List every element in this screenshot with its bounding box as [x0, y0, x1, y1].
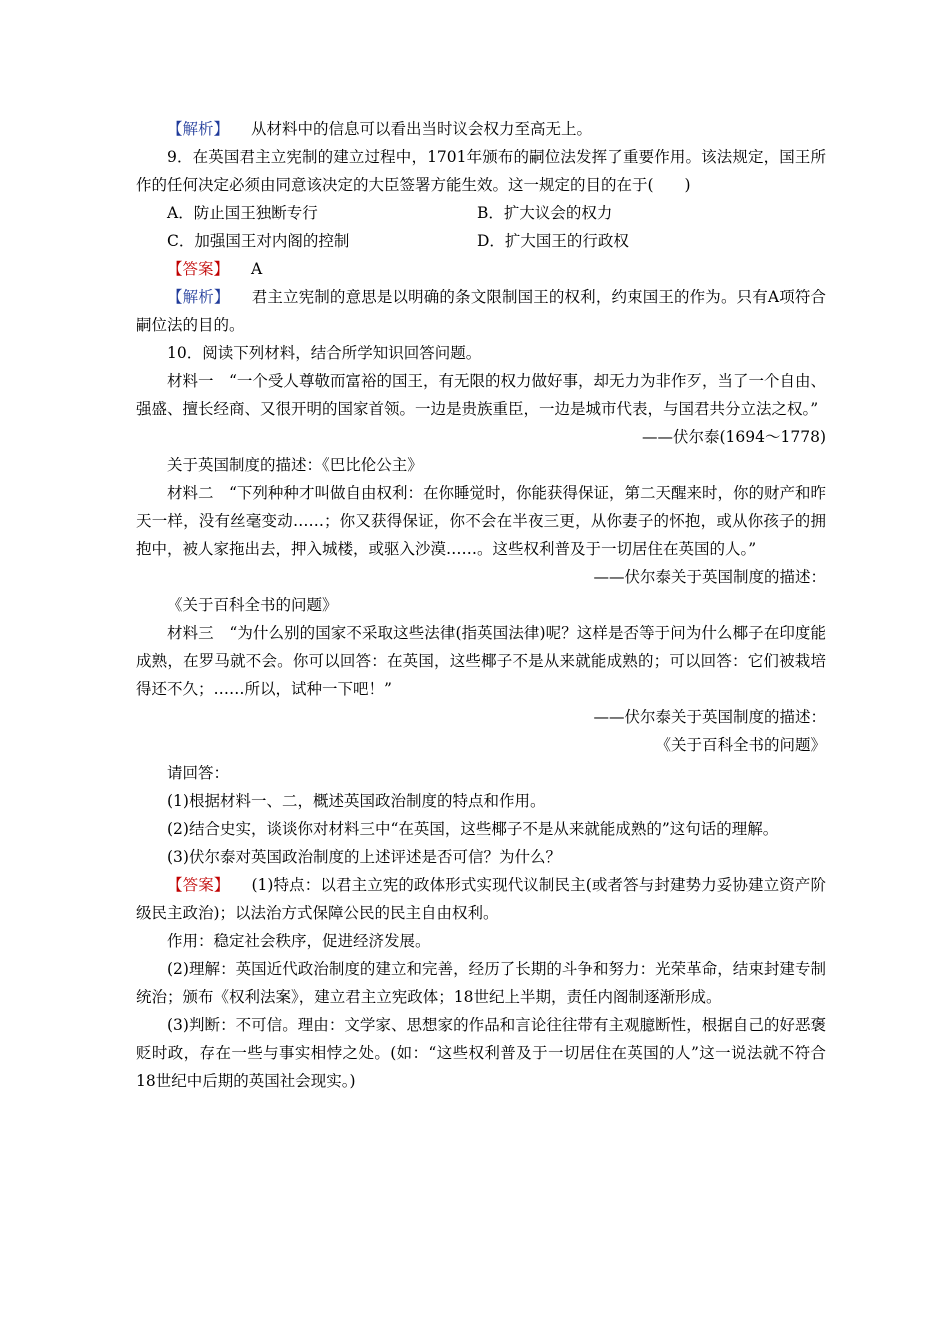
material-2: 材料二 “下列种种才叫做自由权利：在你睡觉时，你能获得保证，第二天醒来时，你的财产和昨天一样，没有丝毫变动……；你又获得保证，你不会在半夜三更，从你妻子的怀抱，或从你孩子的拥抱中，被人家拖出去，押入城楼，或驱入沙漠……。这些权利普及于一切居住在英国的人。”: [136, 484, 826, 558]
material-2-source-title: 《关于百科全书的问题》: [167, 596, 338, 614]
q10-answer-3: (3)判断：不可信。理由：文学家、思想家的作品和言论往往带有主观臆断性，根据自己的好恶褒贬时政，存在一些与事实相悖之处。(如：“这些权利普及于一切居住在英国的人”这一说法就不符合18世纪中后期的英国社会现实。): [136, 1016, 826, 1090]
question-1: (1)根据材料一、二，概述英国政治制度的特点和作用。: [167, 792, 546, 810]
question-2: (2)结合史实，谈谈你对材料三中“在英国，这些椰子不是从来就能成熟的”这句话的理解。: [167, 820, 779, 838]
question-3: (3)伏尔泰对英国政治制度的上述评述是否可信？为什么？: [167, 848, 561, 866]
material-3: 材料三 “为什么别的国家不采取这些法律(指英国法律)呢？这样是否等于问为什么椰子在印度能成熟，在罗马就不会。你可以回答：在英国，这些椰子不是从来就能成熟的；可以回答：它们被栽培得还不久；……所以，试种一下吧！”: [136, 624, 826, 698]
q9-analysis: 【解析】 君主立宪制的意思是以明确的条文限制国王的权利，约束国王的作为。只有A项符合嗣位法的目的。: [136, 288, 826, 334]
q9-option-a: A．防止国王独断专行: [167, 204, 318, 222]
analysis-label: 【解析】: [167, 120, 230, 138]
answer-label: 【答案】: [167, 260, 230, 278]
analysis-label: 【解析】: [167, 288, 230, 306]
q9-answer: 【答案】 A: [167, 260, 263, 278]
q10-stem: 10．阅读下列材料，结合所学知识回答问题。: [167, 344, 482, 362]
answer-label: 【答案】: [167, 876, 230, 894]
q9-stem: 9．在英国君主立宪制的建立过程中，1701年颁布的嗣位法发挥了重要作用。该法规定，国王所作的任何决定必须由同意该决定的大臣签署方能生效。这一规定的目的在于( ): [136, 148, 826, 194]
q9-option-c: C．加强国王对内阁的控制: [167, 232, 350, 250]
q10-answer-1: 【答案】 (1)特点：以君主立宪的政体形式实现代议制民主(或者答与封建势力妥协建立资产阶级民主政治)；以法治方式保障公民的民主自由权利。: [136, 876, 826, 922]
material-1-source-title: 关于英国制度的描述：《巴比伦公主》: [167, 456, 423, 474]
q8-analysis: 【解析】 从材料中的信息可以看出当时议会权力至高无上。: [167, 120, 593, 138]
q10-answer-2: (2)理解：英国近代政治制度的建立和完善，经历了长期的斗争和努力：光荣革命，结束封建专制统治；颁布《权利法案》，建立君主立宪政体；18世纪上半期，责任内阁制逐渐形成。: [136, 960, 826, 1006]
q9-option-b: B．扩大议会的权力: [477, 204, 613, 222]
material-3-source-title: 《关于百科全书的问题》: [655, 736, 826, 754]
question-prompt: 请回答：: [167, 764, 230, 782]
q9-options: [136, 199, 826, 255]
material-2-source: ——伏尔泰关于英国制度的描述：: [593, 568, 826, 586]
q9-option-d: D．扩大国王的行政权: [477, 232, 629, 250]
material-1-source: ——伏尔泰(1694～1778): [642, 428, 826, 446]
material-3-source: ——伏尔泰关于英国制度的描述：: [593, 708, 826, 726]
material-1: 材料一 “一个受人尊敬而富裕的国王，有无限的权力做好事，却无力为非作歹，当了一个自由、强盛、擅长经商、又很开明的国家首领。一边是贵族重臣，一边是城市代表，与国君共分立法之权。”: [136, 372, 826, 418]
document-page: [136, 115, 826, 1095]
q10-answer-1b: 作用：稳定社会秩序，促进经济发展。: [167, 932, 431, 950]
